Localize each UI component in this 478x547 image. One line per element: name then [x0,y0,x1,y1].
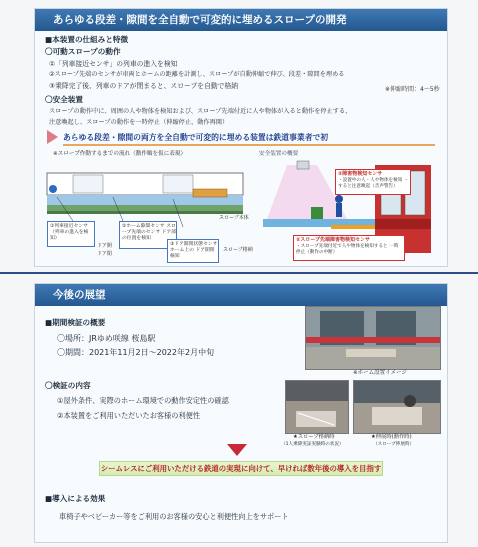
safety-heading: 〇安全装置 [45,95,83,104]
highlight-text: あらゆる段差・隙間の両方を全自動で可変的に埋める装置は鉄道事業者で初 [63,133,329,142]
effect-text: 車椅子やベビーカー等をご利用のお客様の安心と利便性向上をサポート [59,512,289,521]
photo-caption: ※ホーム設置イメージ [353,370,407,376]
trial-location: 〇場所：JRゆめ咲線 桜島駅 [57,334,156,343]
tip-sensor-box [293,235,405,261]
ramp-box-label: スロープ本体 [219,215,249,221]
features-heading: ■本装置の仕組みと特徴 [45,35,129,44]
obstacle-sensor-box [335,169,411,195]
slide-ramp-development [34,8,448,267]
photo-caption: ★スロープ格納時 [293,434,335,440]
platform-photo [305,306,441,370]
approach-sensor-box [47,221,95,247]
ramp-item: ③乗降完了後、列車のドアが閉まると、スロープを自動で格納 [49,82,239,90]
door-open-label: ドア開 [97,243,112,249]
ramp-extended-image [354,381,440,433]
photo-caption: ★伸展時(動作時) [371,434,412,440]
down-arrow-icon [227,444,247,456]
obstacle-sensor-title: ②障害物検知センサ [338,171,383,177]
safety-line: 注意喚起し、スロープの動作を一時停止（伸縮停止、動作再開） [49,119,229,126]
ramp-note: ※伸縮時間：4〜5秒 [385,86,440,93]
ramp-stored-photo [285,380,349,434]
tip-sensor-title: ②スロープ先端障害物検知センサ [296,237,370,243]
ramp-stored-image [286,381,348,433]
photo-note: （1人乗降実証実験時の状況） [281,442,344,447]
ramp-item: ②スロープ先端のセンサが車両とホームの距離を計測し、スロープが自動伸縮で伸び、段差・隙間を埋める [49,71,345,78]
obstacle-sensor-body: ・設置中の人・人や物体を検知 ・すると注意喚起（音声警告） [338,178,409,189]
verify-item: ①屋外条件、実際のホーム環境での動作安定性の確認 [57,396,229,405]
page-divider [0,272,478,274]
train-photo-image [306,307,440,369]
approach-sensor-label: ①列車接近センサ（列車の進入を検知） [50,224,89,241]
ramp-item: ①「列車接近センサ」の列車の進入を検知 [49,60,178,68]
highlight-arrow-icon [47,130,58,144]
tip-sensor-body: ・スロープ先端付近で人や物体を検知すると 一時停止（動作の中断） [296,244,399,255]
door-state-box [167,239,219,263]
ramp-extended-photo [353,380,441,434]
goal-banner: シームレスにご利用いただける鉄道の実現に向けて、早ければ数年後の導入を目指す [99,461,383,476]
verify-heading: 〇検証の内容 [45,381,91,390]
ramp-stored-label: スロープ格納 [223,247,253,253]
trial-heading: ■期間検証の概要 [45,318,106,327]
diagram-right-title: 安全装置の概要 [259,151,299,157]
effect-heading: ■導入による効果 [45,494,106,503]
diagram-left-title: ※スロープ作動するまでの流れ（動作順を仮に表現） [53,151,187,157]
highlight-underline [63,144,435,146]
trial-period: 〇期間：2021年11月2日〜2022年2月中旬 [57,348,215,357]
photo-note: （スロープ伸展時） [373,442,415,447]
gap-sensor-label: ②ホーム隙間センサ スロープ先端のセンサ ドア部の位置を検知 [122,224,176,241]
ramp-heading: 〇可動スロープの動作 [45,47,121,56]
slide-title: 今後の展望 [35,284,447,306]
door-closed-label: ドア閉 [97,251,112,257]
safety-line: スロープの動作中に、周囲の人や物体を検知および、スロープ先端付近に人や物体が入ると動作を停止する、 [49,108,352,115]
slide-title: あらゆる段差・隙間を全自動で可変的に埋めるスロープの開発 [35,9,447,31]
slide-outlook [34,283,448,543]
door-state-label: ③ドア開閉状態センサ ホーム上の ドア開閉検知 [170,242,218,259]
verify-item: ②本装置をご利用いただいたお客様の利便性 [57,411,201,420]
